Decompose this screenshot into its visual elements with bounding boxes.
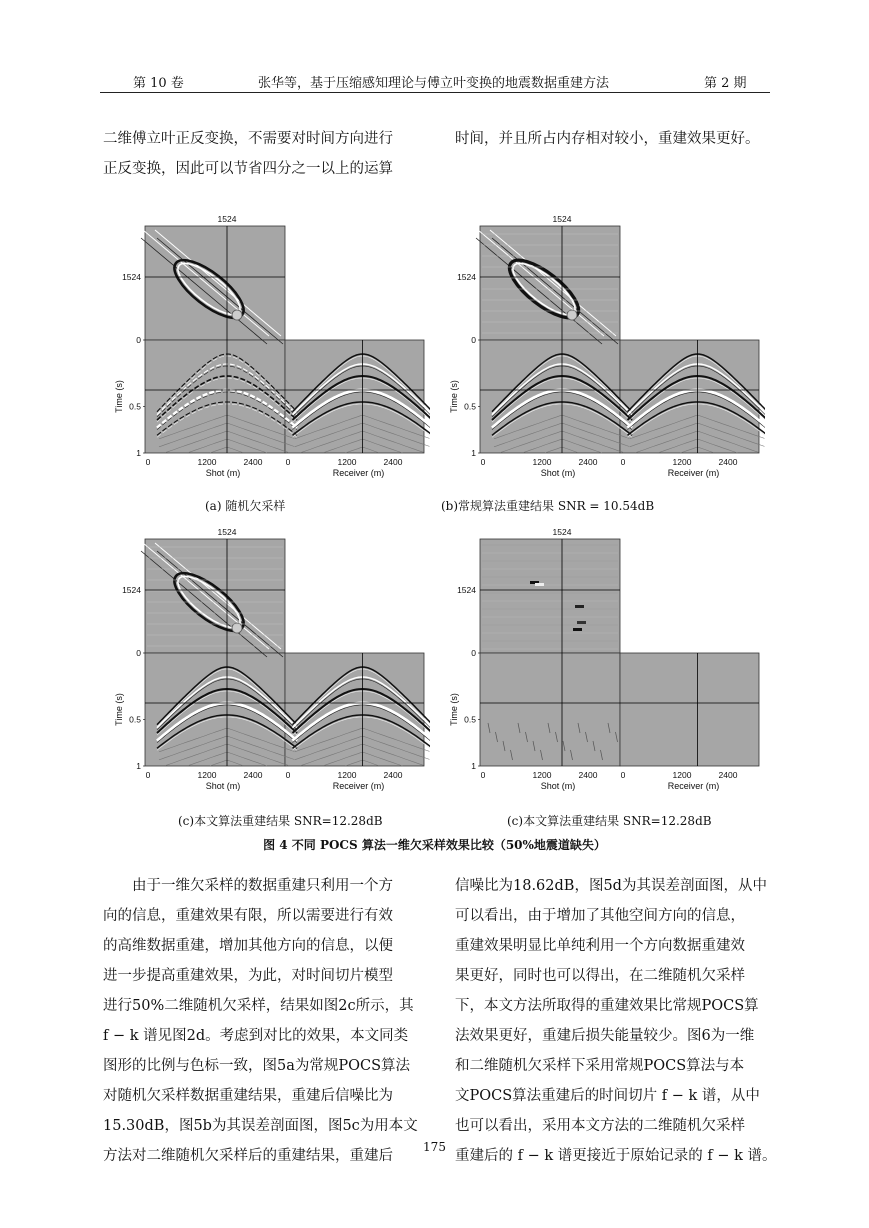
text-line: f − k 谱见图2d。考虑到对比的效果，本文同类 — [103, 1028, 409, 1044]
residual-blob — [573, 628, 582, 631]
text-line: 由于一维欠采样的数据重建只利用一个方 — [132, 878, 393, 894]
text-line: 也可以看出，采用本文方法的二维随机欠采样 — [455, 1118, 745, 1134]
text-line: 15.30dB，图5b为其误差剖面图，图5c为用本文 — [103, 1118, 418, 1134]
time-slice-panel — [480, 226, 620, 340]
y-tick-label: 0.5 — [464, 714, 476, 725]
time-slice-blob — [567, 310, 577, 320]
residual-blob — [535, 583, 544, 586]
y-tick-label: 1 — [471, 761, 476, 771]
header-issue: 第 2 期 — [704, 76, 747, 91]
top-tick-label: 1524 — [552, 214, 572, 224]
header-volume: 第 10 卷 — [133, 76, 184, 91]
body-right — [455, 871, 775, 1171]
figure-panel-a — [110, 210, 403, 485]
top-tick-label: 1524 — [552, 527, 572, 537]
top-text-right — [455, 124, 775, 154]
text-line: 正反变换，因此可以节省四分之一以上的运算 — [103, 161, 393, 177]
x-axis-label-shot: Shot (m) — [205, 468, 241, 478]
x-tick-label: 0 — [480, 457, 486, 467]
text-line: 的高维数据重建，增加其他方向的信息，以便 — [103, 938, 393, 954]
text-line: 和二维随机欠采样下采用常规POCS算法与本 — [455, 1058, 745, 1074]
time-slice-panel — [145, 226, 285, 340]
page-number: 175 — [423, 1140, 446, 1154]
text-line: 时间，并且所占内存相对较小，重建效果更好。 — [455, 131, 760, 147]
x-tick-label: 1200 — [197, 770, 217, 780]
text-line: 果更好，同时也可以得出，在二维随机欠采样 — [455, 968, 745, 984]
text-line: 可以看出，由于增加了其他空间方向的信息， — [455, 908, 745, 924]
top-tick-label: 1524 — [217, 214, 237, 224]
text-line: 下，本文方法所取得的重建效果比常规POCS算 — [455, 998, 759, 1014]
x-tick-label: 2400 — [383, 457, 403, 467]
x-tick-label: 0 — [620, 770, 626, 780]
left-tick-label: 1524 — [457, 585, 476, 595]
seismic-cube-plot — [445, 210, 765, 485]
y-axis-label: Time (s) — [449, 693, 459, 726]
x-tick-label: 0 — [145, 770, 151, 780]
text-line: 重建后的 f − k 谱更接近于原始记录的 f − k 谱。 — [455, 1148, 777, 1164]
caption-b: (b)常规算法重建结果 SNR = 10.54dB — [441, 499, 655, 513]
text-line: 重建效果明显比单纯利用一个方向数据重建效 — [455, 938, 745, 954]
x-tick-label: 1200 — [672, 770, 692, 780]
x-tick-label: 0 — [620, 457, 626, 467]
x-tick-label: 2400 — [243, 770, 263, 780]
text-line: 对随机欠采样数据重建结果，重建后信噪比为 — [103, 1088, 393, 1104]
y-tick-label: 1 — [136, 761, 141, 771]
header-title: 张华等，基于压缩感知理论与傅立叶变换的地震数据重建方法 — [258, 76, 610, 91]
x-axis-label-shot: Shot (m) — [205, 781, 241, 791]
x-tick-label: 0 — [285, 457, 291, 467]
text-line: 二维傅立叶正反变换，不需要对时间方向进行 — [103, 131, 393, 147]
x-tick-label: 2400 — [383, 770, 403, 780]
y-axis-label: Time (s) — [114, 693, 124, 726]
x-tick-label: 0 — [145, 457, 151, 467]
residual-blob — [575, 605, 584, 608]
text-line: 方法对二维随机欠采样后的重建结果，重建后 — [103, 1148, 393, 1164]
figure-panel-c — [110, 523, 403, 798]
x-tick-label: 1200 — [672, 457, 692, 467]
y-tick-label: 0 — [471, 648, 476, 658]
time-slice-panel — [480, 539, 620, 653]
shot-section-panel — [480, 653, 620, 766]
x-tick-label: 1200 — [532, 457, 552, 467]
figure-panel-b — [445, 210, 738, 485]
y-axis-label: Time (s) — [449, 380, 459, 413]
caption-a: (a) 随机欠采样 — [205, 499, 286, 513]
x-axis-label-receiver: Receiver (m) — [332, 781, 385, 791]
x-axis-label-shot: Shot (m) — [540, 781, 576, 791]
y-tick-label: 1 — [136, 448, 141, 458]
time-slice-blob — [232, 310, 242, 320]
y-tick-label: 1 — [471, 448, 476, 458]
seismic-cube-plot — [110, 523, 430, 798]
residual-blob — [577, 621, 586, 624]
x-axis-label-shot: Shot (m) — [540, 468, 576, 478]
left-tick-label: 1524 — [122, 585, 141, 595]
y-tick-label: 0.5 — [129, 714, 141, 725]
top-tick-label: 1524 — [217, 527, 237, 537]
text-line: 向的信息，重建效果有限，所以需要进行有效 — [103, 908, 393, 924]
text-line: 信噪比为18.62dB，图5d为其误差剖面图，从中 — [455, 878, 767, 894]
top-text-left — [103, 124, 423, 184]
x-tick-label: 2400 — [578, 457, 598, 467]
y-tick-label: 0 — [136, 648, 141, 658]
left-tick-label: 1524 — [457, 272, 476, 282]
y-tick-label: 0 — [136, 335, 141, 345]
time-slice-blob — [232, 623, 242, 633]
x-tick-label: 0 — [285, 770, 291, 780]
figure-panel-d — [445, 523, 738, 798]
x-tick-label: 0 — [480, 770, 486, 780]
x-axis-label-receiver: Receiver (m) — [667, 468, 720, 478]
y-tick-label: 0.5 — [129, 401, 141, 412]
seismic-cube-plot — [445, 523, 765, 798]
text-line: 文POCS算法重建后的时间切片 f − k 谱，从中 — [455, 1088, 760, 1104]
x-tick-label: 2400 — [718, 770, 738, 780]
y-tick-label: 0 — [471, 335, 476, 345]
receiver-section-panel — [620, 653, 759, 766]
left-tick-label: 1524 — [122, 272, 141, 282]
text-line: 图形的比例与色标一致，图5a为常规POCS算法 — [103, 1058, 411, 1074]
x-tick-label: 1200 — [337, 770, 357, 780]
x-tick-label: 2400 — [718, 457, 738, 467]
x-tick-label: 2400 — [243, 457, 263, 467]
time-slice-panel — [145, 539, 285, 653]
x-tick-label: 1200 — [197, 457, 217, 467]
caption-d: (c)本文算法重建结果 SNR=12.28dB — [507, 814, 712, 828]
text-line: 法效果更好，重建后损失能量较少。图6为一维 — [455, 1028, 755, 1044]
y-tick-label: 0.5 — [464, 401, 476, 412]
x-axis-label-receiver: Receiver (m) — [667, 781, 720, 791]
caption-c: (c)本文算法重建结果 SNR=12.28dB — [178, 814, 383, 828]
x-tick-label: 1200 — [532, 770, 552, 780]
seismic-cube-plot — [110, 210, 430, 485]
body-left — [103, 871, 423, 1171]
y-axis-label: Time (s) — [114, 380, 124, 413]
x-axis-label-receiver: Receiver (m) — [332, 468, 385, 478]
x-tick-label: 1200 — [337, 457, 357, 467]
header-rule — [100, 92, 770, 93]
text-line: 进行50%二维随机欠采样，结果如图2c所示，其 — [103, 998, 414, 1014]
x-tick-label: 2400 — [578, 770, 598, 780]
figure-title: 图 4 不同 POCS 算法一维欠采样效果比较（50%地震道缺失） — [263, 838, 606, 852]
text-line: 进一步提高重建效果，为此，对时间切片模型 — [103, 968, 393, 984]
